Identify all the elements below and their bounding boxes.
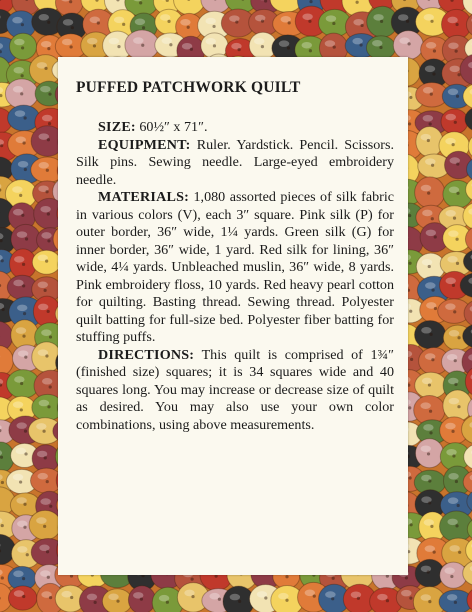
quilt-puff [128,586,155,612]
quilt-puff [9,33,36,59]
materials-label: MATERIALS: [98,189,190,205]
quilt-puff [29,510,61,539]
page-title: PUFFED PATCHWORK QUILT [76,79,301,96]
materials-text: 1,080 assorted pieces of silk fabric in various colors (V), each 3″ square. Pink silk (P) for outer border, 36″ wide, 1¼ yards. Green silk (G) for inner border, 36″ wide, 1 yard. Red silk for lining, 36″ wide, 4¼ yards. Unbleached muslin, 36″ wide, 8 yards. Pink embroidery floss, 10 yards. Red heavy pearl cotton for quilting. Basting thread. Sewing thread. Polyester quilt batting for full-size bed. Polyester fiber batting for stuffing puffs. [76,189,394,345]
quilt-puff [102,589,132,612]
size-paragraph [76,119,394,137]
equipment-text: Ruler. Yardstick. Pencil. Scissors. Silk pins. Sewing needle. Large-eyed embroidery needle. [76,136,394,188]
quilt-puff [440,511,472,542]
quilt-puff [8,586,37,610]
instructions-body [76,119,394,434]
quilt-puff [415,321,446,349]
quilt-puff [415,177,445,208]
quilt-puff [125,30,159,60]
equipment-label: EQUIPMENT: [98,136,191,153]
directions-label: DIRECTIONS: [98,346,195,363]
size-text: 60½″ x 71″. [135,119,208,135]
instruction-card [58,57,408,575]
size-label: SIZE: [98,119,136,135]
directions-text: This quilt is comprised of 1¾″ (finished size) squares; it is 34 squares wide and 40 squares long. You may increase or decrease size of quilt as desired. You may also use your own color combinations, using above measurements. [76,346,394,433]
quilt-puff [5,79,38,109]
quilt-puff [415,439,443,468]
quilt-puff [416,126,443,156]
quilt-puff [0,346,13,377]
quilt-puff [393,31,423,60]
quilt-puff [441,109,468,134]
quilt-puff [8,105,40,131]
materials-paragraph [76,189,394,347]
directions-paragraph [76,347,394,435]
quilt-puff [415,372,447,398]
quilt-puff [32,250,60,274]
equipment-paragraph [76,137,394,190]
